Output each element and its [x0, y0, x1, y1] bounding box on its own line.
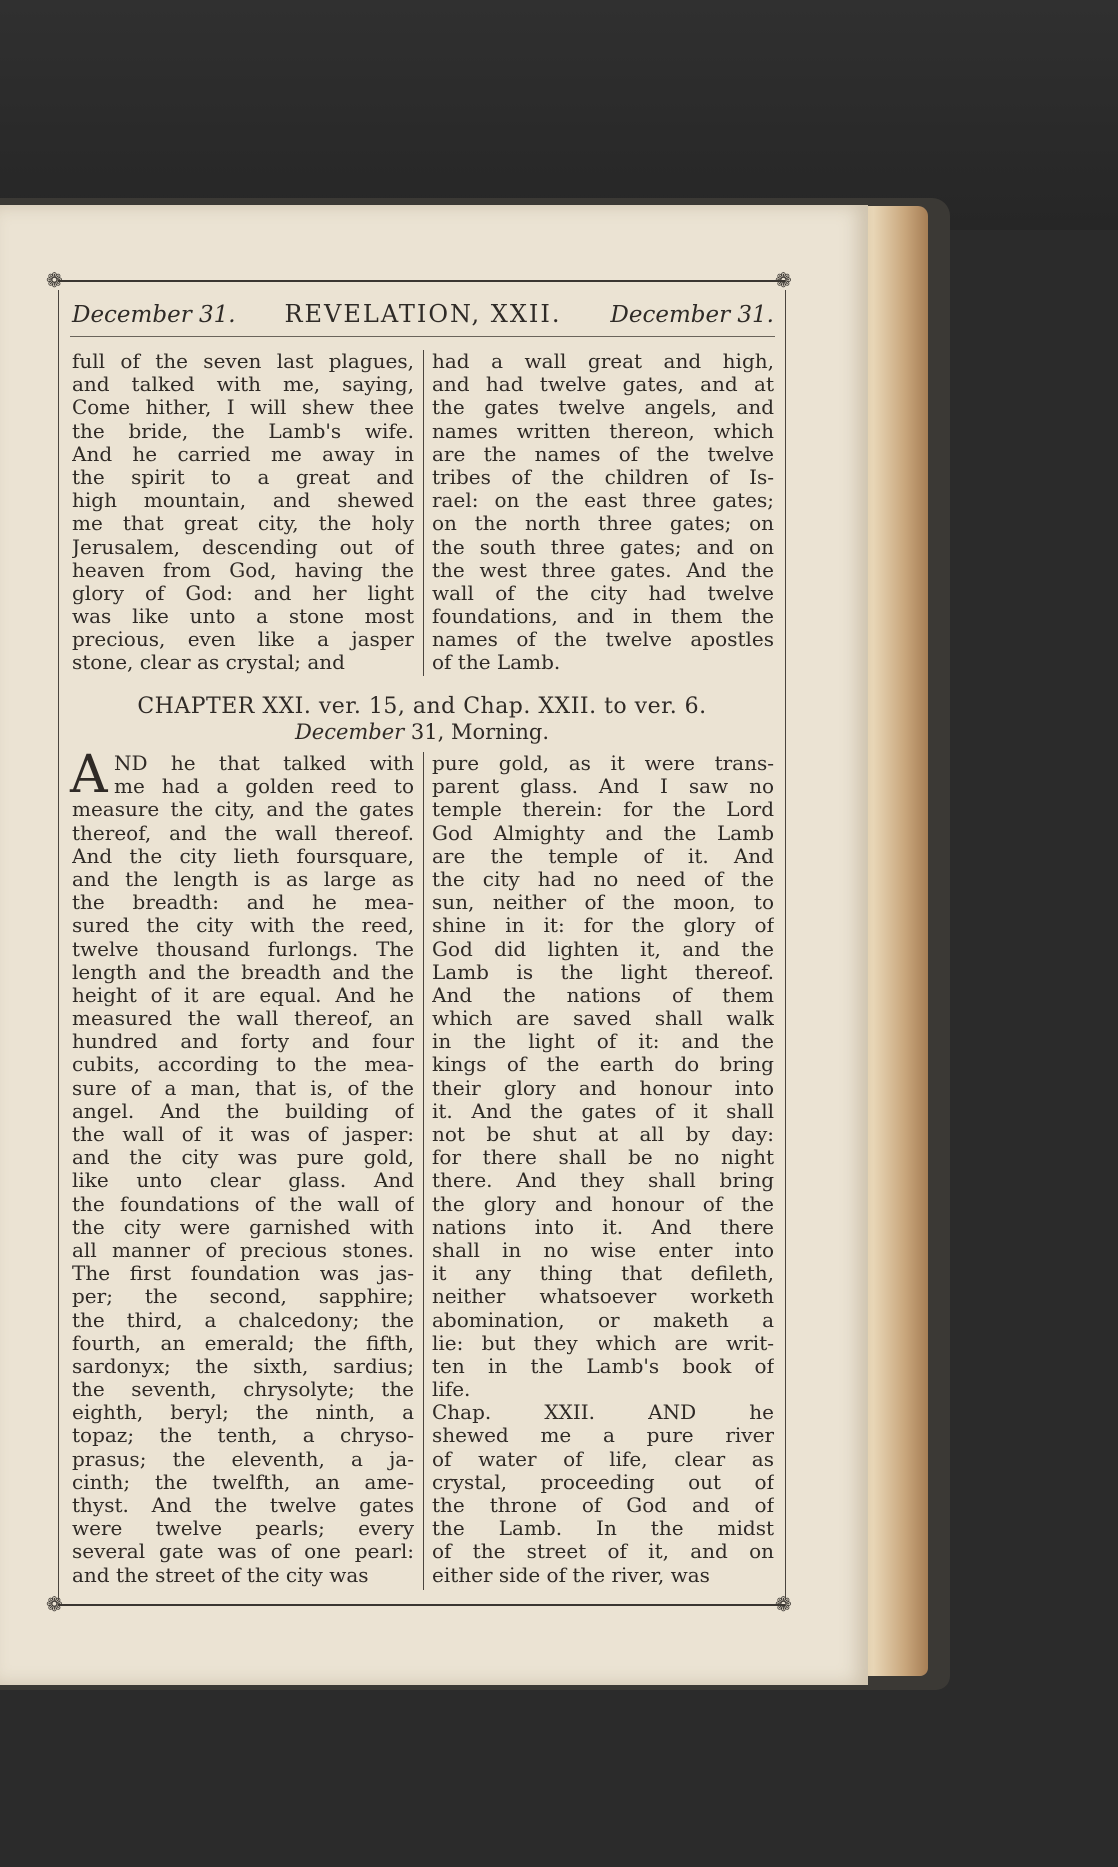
text-line: per; the second, sapphire;: [72, 1285, 414, 1309]
text-line: are the names of the twelve: [432, 442, 774, 466]
text-line: height of it are equal. And he: [72, 983, 414, 1007]
text-line: had a wall great and high,: [432, 350, 774, 373]
text-line: the breadth: and he mea-: [72, 891, 414, 915]
text-line: me had a golden reed to: [114, 775, 414, 799]
text-line: not be shut at all by day:: [432, 1123, 774, 1146]
chapter-heading: CHAPTER XXI. ver. 15, and Chap. XXII. to ver. 6.: [137, 694, 707, 719]
text-line: several gate was of one pearl:: [72, 1540, 414, 1564]
text-line: the seventh, chrysolyte; the: [72, 1378, 414, 1402]
text-line: angel. And the building of: [72, 1099, 414, 1123]
column-divider: [423, 350, 424, 676]
text-line: kings of the earth do bring: [432, 1053, 774, 1077]
header-title: REVELATION, XXII.: [284, 300, 562, 328]
header-date-right: December 31.: [610, 302, 774, 328]
text-line: and the city was pure gold,: [72, 1146, 414, 1170]
text-line: shall in no wise enter into: [432, 1238, 774, 1262]
text-line: measure the city, and the gates: [72, 798, 414, 822]
subheading-date: December: [294, 720, 405, 744]
text-line: and talked with me, saying,: [72, 373, 414, 397]
text-line: lie: but they which are writ-: [432, 1331, 774, 1355]
frame-bottom-rule: [58, 1604, 785, 1606]
text-line: the south three gates; and on: [432, 535, 774, 559]
text-line: sun, neither of the moon, to: [432, 891, 774, 915]
text-line: and had twelve gates, and at: [432, 373, 774, 397]
drop-cap: A: [70, 745, 108, 805]
text-line: shine in it: for the glory of: [432, 914, 774, 938]
text-line: full of the seven last plagues,: [72, 350, 414, 373]
corner-ornament-icon: ❁: [46, 1592, 63, 1616]
text-line: hundred and forty and four: [72, 1030, 414, 1054]
text-line: length and the breadth and the: [72, 960, 414, 984]
text-line: the throne of God and of: [432, 1494, 774, 1517]
text-line: heaven from God, having the: [72, 558, 414, 582]
column-bottom-right: [432, 752, 774, 1587]
corner-ornament-icon: ❁: [46, 268, 63, 292]
text-line: it. And the gates of it shall: [432, 1099, 774, 1123]
text-line: life.: [432, 1378, 471, 1402]
text-line: shewed me a pure river: [432, 1424, 774, 1448]
text-line: the bride, the Lamb's wife.: [72, 419, 414, 443]
column-top-left: [72, 350, 414, 675]
text-line: the spirit to a great and: [72, 465, 414, 489]
text-line: their glory and honour into: [432, 1076, 774, 1100]
corner-ornament-icon: ❁: [775, 268, 792, 292]
text-line: sured the city with the reed,: [72, 914, 414, 938]
text-line: sardonyx; the sixth, sardius;: [72, 1354, 414, 1378]
text-line: fourth, an emerald; the fifth,: [72, 1331, 414, 1355]
text-line: were twelve pearls; every: [72, 1517, 414, 1541]
text-line: wall of the city had twelve: [432, 581, 774, 605]
text-line: glory of God: and her light: [72, 581, 414, 605]
text-line: the wall of it was of jasper:: [72, 1123, 414, 1146]
text-line: and the length is as large as: [72, 867, 414, 891]
text-line: are the temple of it. And: [432, 844, 774, 868]
text-line: the foundations of the wall of: [72, 1192, 414, 1216]
corner-ornament-icon: ❁: [775, 1592, 792, 1616]
text-line: for there shall be no night: [432, 1146, 774, 1170]
text-line: was like unto a stone most: [72, 605, 414, 629]
text-line: the Lamb. In the midst: [432, 1517, 774, 1541]
text-line: topaz; the tenth, a chryso-: [72, 1424, 414, 1448]
frame-right-rule: [785, 290, 786, 1600]
text-line: rael: on the east three gates;: [432, 489, 774, 513]
text-line: prasus; the eleventh, a ja-: [72, 1447, 414, 1471]
text-line: the west three gates. And the: [432, 558, 774, 582]
text-line: it any thing that defileth,: [432, 1262, 774, 1286]
text-line: The first foundation was jas-: [72, 1262, 414, 1286]
text-line: twelve thousand furlongs. The: [72, 937, 414, 961]
text-line: of water of life, clear as: [432, 1447, 774, 1471]
text-line: precious, even like a jasper: [72, 628, 414, 652]
text-line: names of the twelve apostles: [432, 628, 774, 652]
text-line: God Almighty and the Lamb: [432, 821, 774, 845]
text-line: names written thereon, which: [432, 419, 774, 443]
text-line: me that great city, the holy: [72, 512, 414, 536]
text-line: of the Lamb.: [432, 651, 561, 675]
text-line: all manner of precious stones.: [72, 1238, 414, 1262]
text-line: of the street of it, and on: [432, 1540, 774, 1564]
frame-top-rule: [58, 280, 785, 282]
text-line: on the north three gates; on: [432, 512, 774, 536]
text-line: the gates twelve angels, and: [432, 396, 774, 420]
text-line: crystal, proceeding out of: [432, 1470, 774, 1494]
column-top-right: [432, 350, 774, 675]
text-line: the city had no need of the: [432, 867, 774, 891]
text-line: tribes of the children of Is-: [432, 465, 774, 489]
subheading-rest: 31, Morning.: [404, 720, 550, 744]
text-line: Come hither, I will shew thee: [72, 396, 414, 420]
column-bottom-left: [72, 752, 414, 1587]
running-header: [72, 298, 774, 332]
text-line: the glory and honour of the: [432, 1192, 774, 1216]
text-line: And the nations of them: [432, 983, 774, 1007]
reading-subheading: [60, 720, 784, 744]
text-line: and the street of the city was: [72, 1563, 369, 1587]
header-rule: [70, 336, 775, 337]
text-line: temple therein: for the Lord: [432, 798, 774, 822]
text-line: And he carried me away in: [72, 442, 414, 466]
text-line: measured the wall thereof, an: [72, 1007, 414, 1031]
text-line: parent glass. And I saw no: [432, 775, 774, 799]
text-line: Jerusalem, descending out of: [72, 535, 414, 559]
column-divider: [423, 752, 424, 1590]
text-line: foundations, and in them the: [432, 605, 774, 629]
text-line: Lamb is the light thereof.: [432, 960, 774, 984]
text-line: cinth; the twelfth, an ame-: [72, 1470, 414, 1494]
text-line: neither whatsoever worketh: [432, 1285, 774, 1309]
text-line: cubits, according to the mea-: [72, 1053, 414, 1077]
text-line: abomination, or maketh a: [432, 1308, 774, 1332]
frame-left-rule: [58, 290, 59, 1600]
text-line: pure gold, as it were trans-: [432, 752, 774, 775]
text-line: Chap. XXII. AND he: [432, 1401, 774, 1425]
header-date-left: December 31.: [72, 302, 236, 328]
text-line: eighth, beryl; the ninth, a: [72, 1401, 414, 1425]
text-line: sure of a man, that is, of the: [72, 1076, 414, 1100]
text-line: ND he that talked with: [114, 752, 414, 775]
text-line: ten in the Lamb's book of: [432, 1354, 774, 1378]
text-line: which are saved shall walk: [432, 1007, 774, 1031]
text-line: high mountain, and shewed: [72, 489, 414, 513]
text-line: thyst. And the twelve gates: [72, 1494, 414, 1517]
text-line: either side of the river, was: [432, 1563, 710, 1587]
text-line: God did lighten it, and the: [432, 937, 774, 961]
text-line: the city were garnished with: [72, 1215, 414, 1239]
text-line: thereof, and the wall thereof.: [72, 821, 414, 845]
text-line: nations into it. And there: [432, 1215, 774, 1239]
text-line: the third, a chalcedony; the: [72, 1308, 414, 1332]
text-line: in the light of it: and the: [432, 1030, 774, 1054]
text-line: And the city lieth foursquare,: [72, 844, 414, 868]
text-line: there. And they shall bring: [432, 1169, 774, 1193]
text-line: like unto clear glass. And: [72, 1169, 414, 1193]
text-line: stone, clear as crystal; and: [72, 651, 345, 675]
background: [0, 0, 1118, 230]
